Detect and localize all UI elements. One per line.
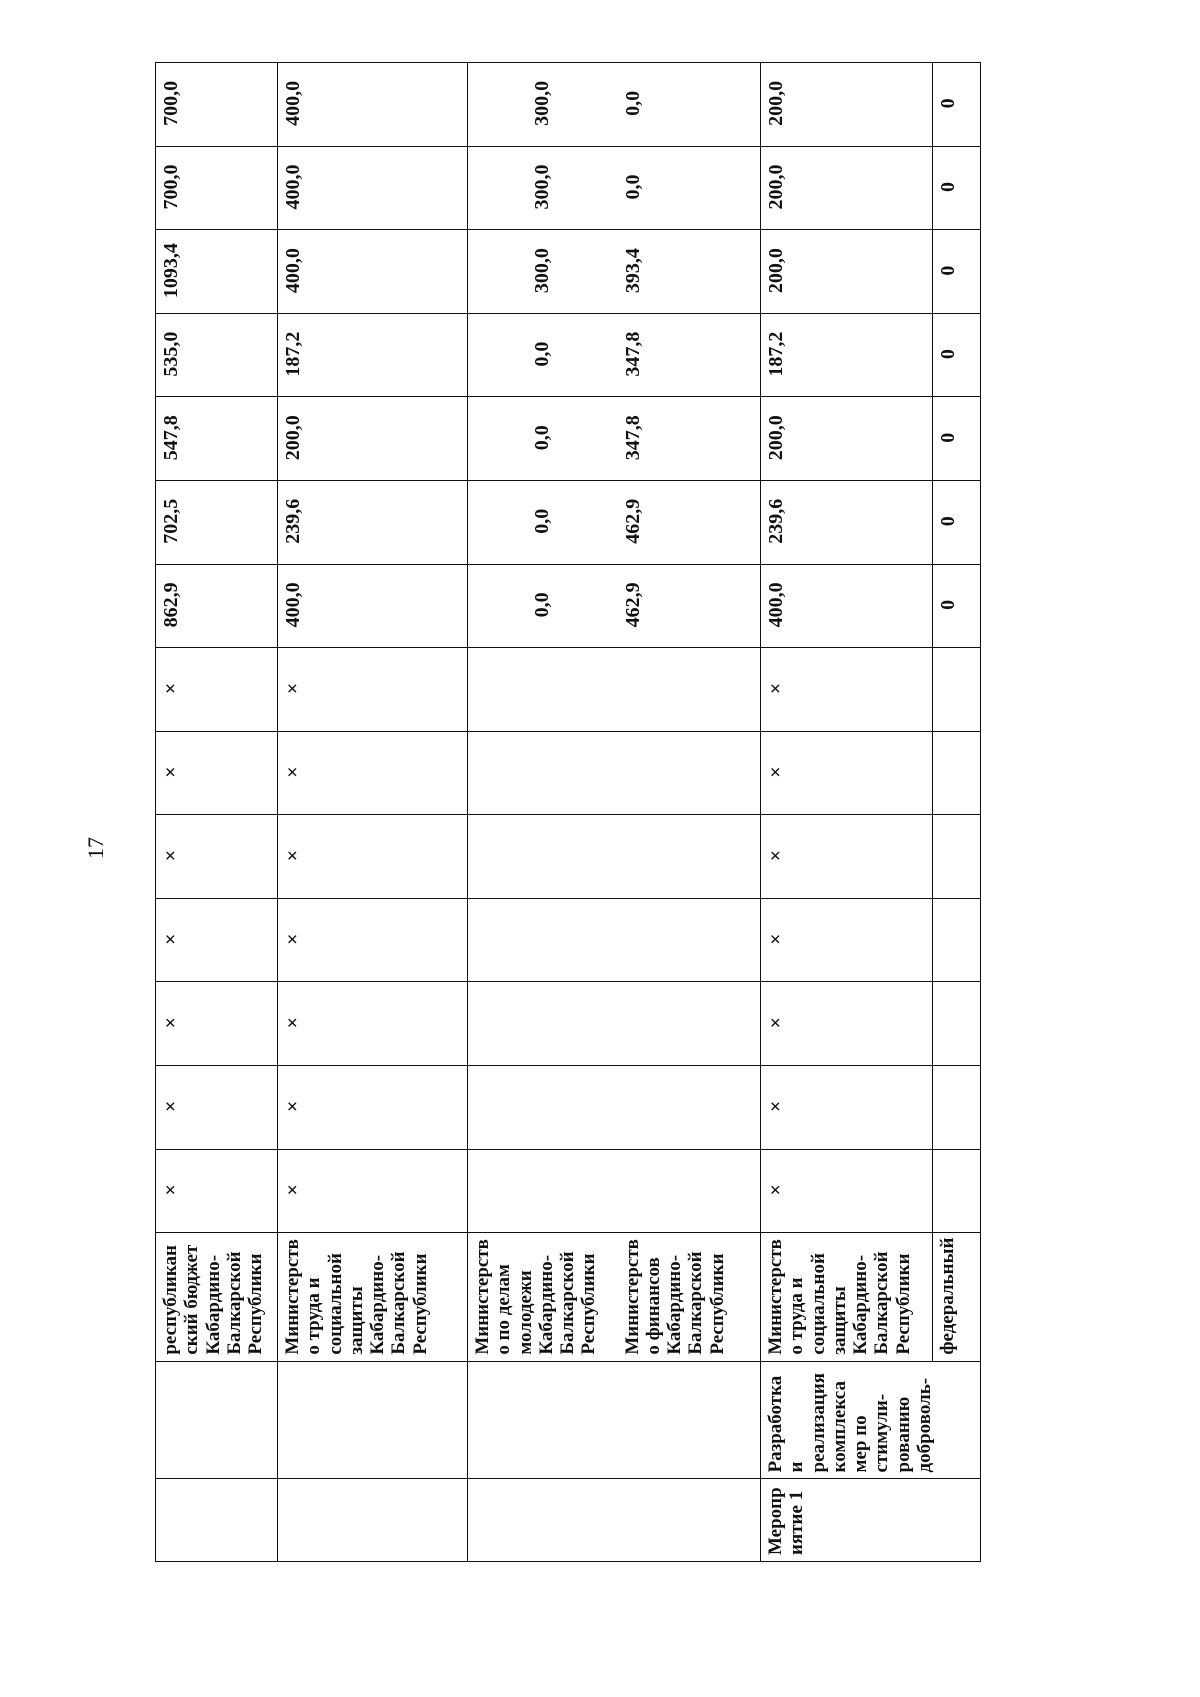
mark-cell [468, 1149, 761, 1233]
table-row [933, 63, 981, 1562]
mark-cell: × [761, 1065, 933, 1149]
mark-cell: × [278, 982, 468, 1066]
value-cell: 400,0 [278, 146, 468, 230]
source-cell: Министерство труда и социальной защиты Кабардино-Балкарской Республики [278, 1233, 468, 1362]
name-cell [278, 1361, 468, 1479]
mark-cell: × [761, 648, 933, 732]
source-cell: Министерство труда и социальной защиты Кабардино-Балкарской Республики [761, 1233, 933, 1362]
value-cell: 200,0 [761, 63, 933, 147]
value-cell: 0,0 [468, 564, 618, 648]
source-cell: Министерство финансов Кабардино-Балкарской Республики [618, 1233, 761, 1362]
value-cell: 347,8 [618, 313, 761, 397]
value-cell: 1093,4 [156, 230, 278, 314]
name-cell [156, 1361, 278, 1479]
mark-cell [933, 898, 981, 982]
value-cell: 0,0 [468, 313, 618, 397]
value-cell: 0,0 [468, 397, 618, 481]
value-cell: 400,0 [278, 564, 468, 648]
value-cell: 702,5 [156, 481, 278, 565]
mark-cell: × [761, 815, 933, 899]
value-cell: 347,8 [618, 397, 761, 481]
value-cell: 400,0 [278, 230, 468, 314]
mark-cell [933, 1065, 981, 1149]
mark-cell: × [278, 1065, 468, 1149]
mark-cell: × [156, 982, 278, 1066]
mark-cell [933, 1149, 981, 1233]
value-cell: 200,0 [278, 397, 468, 481]
value-cell: 462,9 [618, 481, 761, 565]
mark-cell [933, 815, 981, 899]
source-cell: республиканский бюджет Кабардино-Балкарской Республики [156, 1233, 278, 1362]
value-cell: 400,0 [278, 63, 468, 147]
mark-cell: × [156, 648, 278, 732]
value-cell: 239,6 [761, 481, 933, 565]
value-cell: 547,8 [156, 397, 278, 481]
table-row [761, 63, 933, 1562]
value-cell: 700,0 [156, 146, 278, 230]
mark-cell: × [156, 1065, 278, 1149]
value-cell: 393,4 [618, 230, 761, 314]
mark-cell: × [278, 648, 468, 732]
value-cell: 187,2 [761, 313, 933, 397]
mark-cell: × [761, 982, 933, 1066]
mark-cell: × [278, 1149, 468, 1233]
page-number: 17 [83, 837, 108, 859]
mark-cell [933, 648, 981, 732]
event-code-cell: Мероприятие 1 [761, 1479, 981, 1562]
mark-cell: × [761, 898, 933, 982]
value-cell: 535,0 [156, 313, 278, 397]
mark-cell [933, 982, 981, 1066]
value-cell: 0,0 [468, 481, 618, 565]
mark-cell: × [761, 731, 933, 815]
mark-cell [468, 815, 761, 899]
code-cell [156, 1479, 278, 1562]
value-cell: 300,0 [468, 230, 618, 314]
value-cell: 200,0 [761, 146, 933, 230]
value-cell: 462,9 [618, 564, 761, 648]
source-cell: Министерство по делам молодежи Кабардино-Балкарской Республики [468, 1233, 618, 1362]
value-cell: 0,0 [618, 146, 761, 230]
mark-cell: × [156, 731, 278, 815]
mark-cell: × [761, 1149, 933, 1233]
table-row [468, 63, 618, 1562]
value-cell: 0,0 [618, 63, 761, 147]
code-cell [278, 1479, 468, 1562]
value-cell: 700,0 [156, 63, 278, 147]
mark-cell: × [278, 731, 468, 815]
value-cell: 0 [933, 63, 981, 147]
name-cell [468, 1361, 761, 1479]
mark-cell: × [278, 898, 468, 982]
mark-cell: × [156, 815, 278, 899]
value-cell: 0 [933, 564, 981, 648]
value-cell: 400,0 [761, 564, 933, 648]
mark-cell [468, 731, 761, 815]
mark-cell [468, 648, 761, 732]
source-cell: федеральный [933, 1233, 981, 1362]
value-cell: 862,9 [156, 564, 278, 648]
value-cell: 200,0 [761, 397, 933, 481]
table-row [278, 63, 468, 1562]
mark-cell: × [156, 898, 278, 982]
table-row [156, 63, 278, 1562]
mark-cell: × [278, 815, 468, 899]
event-name-cell: Разработка и реализация комплекса мер по стимули-рованию доброволь- [761, 1361, 981, 1479]
value-cell: 239,6 [278, 481, 468, 565]
value-cell: 300,0 [468, 146, 618, 230]
value-cell: 0 [933, 230, 981, 314]
mark-cell [933, 731, 981, 815]
rotated-table-area [155, 62, 1040, 1562]
mark-cell [468, 898, 761, 982]
budget-table [155, 62, 981, 1562]
value-cell: 0 [933, 481, 981, 565]
value-cell: 0 [933, 146, 981, 230]
value-cell: 0 [933, 397, 981, 481]
mark-cell [468, 1065, 761, 1149]
value-cell: 0 [933, 313, 981, 397]
mark-cell [468, 982, 761, 1066]
value-cell: 200,0 [761, 230, 933, 314]
mark-cell: × [156, 1149, 278, 1233]
code-cell [468, 1479, 761, 1562]
value-cell: 300,0 [468, 63, 618, 147]
value-cell: 187,2 [278, 313, 468, 397]
